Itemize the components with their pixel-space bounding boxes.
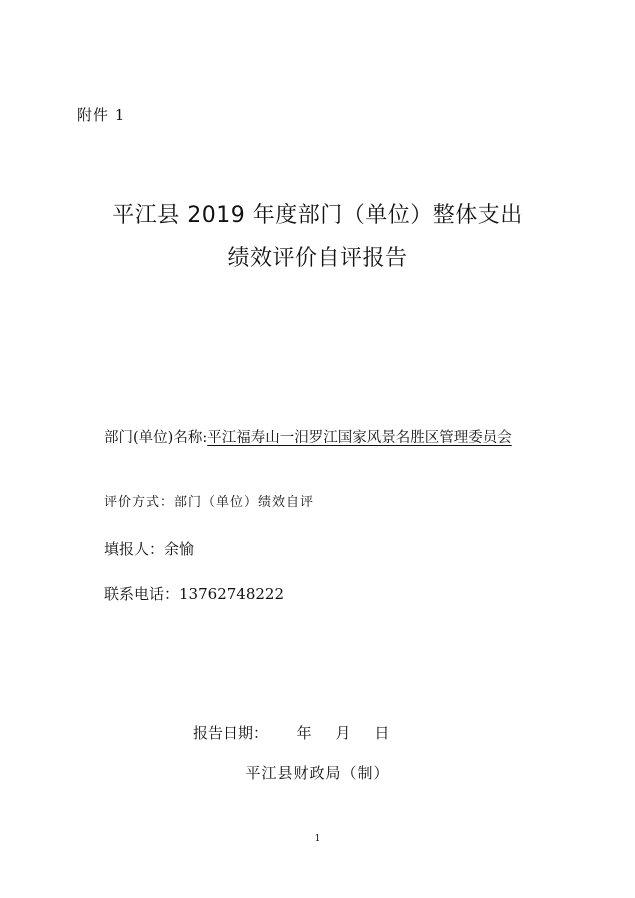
report-date-month: 月 — [335, 724, 351, 742]
department-value: 平江福寿山一汨罗江国家风景名胜区管理委员会 — [207, 430, 512, 446]
method-field — [104, 491, 314, 510]
filler-value: 余愉 — [164, 540, 195, 558]
phone-value: 13762748222 — [179, 585, 284, 603]
phone-label: 联系电话： — [104, 585, 180, 603]
issuer: 平江县财政局（制） — [245, 764, 390, 782]
report-date-year: 年 — [296, 724, 312, 742]
page-number: 1 — [314, 834, 321, 844]
title-line-1: 平江县 2019 年度部门（单位）整体支出 — [112, 203, 523, 228]
department-label: 部门(单位)名称: — [104, 430, 208, 446]
method-value: 部门（单位）绩效自评 — [174, 495, 315, 510]
title-line-2: 绩效评价自评报告 — [227, 246, 408, 271]
attachment-label: 附件 1 — [77, 106, 126, 124]
report-date-label: 报告日期： — [193, 724, 269, 742]
filler-field — [104, 538, 194, 559]
filler-label: 填报人： — [104, 540, 165, 558]
phone-field — [104, 583, 284, 604]
report-date — [193, 722, 389, 743]
method-label: 评价方式： — [104, 495, 175, 510]
department-field — [104, 426, 512, 447]
report-date-day: 日 — [374, 724, 390, 742]
